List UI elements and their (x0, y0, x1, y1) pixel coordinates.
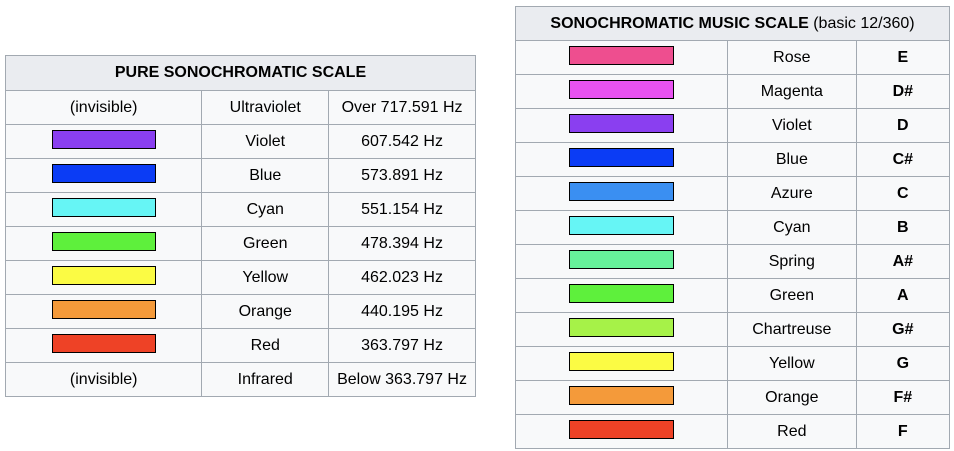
color-swatch (569, 352, 674, 371)
color-swatch (569, 148, 674, 167)
color-name-cell: Chartreuse (728, 313, 857, 347)
note-cell: D (856, 109, 949, 143)
color-swatch-cell (516, 415, 728, 449)
color-name-cell: Rose (728, 41, 857, 75)
color-swatch (569, 80, 674, 99)
table-row (516, 211, 950, 245)
color-swatch (52, 130, 156, 149)
note-cell: G (856, 347, 949, 381)
sonochromatic-music-table (515, 6, 950, 449)
color-swatch (52, 300, 156, 319)
color-swatch-cell (6, 261, 202, 295)
table-row (6, 363, 476, 397)
color-swatch-cell (516, 75, 728, 109)
table-row (516, 279, 950, 313)
table-row (6, 329, 476, 363)
color-name-cell: Infrared (202, 363, 329, 397)
color-swatch (569, 250, 674, 269)
color-name-cell: Magenta (728, 75, 857, 109)
color-name-cell: Blue (728, 143, 857, 177)
color-name-cell: Cyan (202, 193, 329, 227)
note-cell: F# (856, 381, 949, 415)
frequency-cell: 363.797 Hz (329, 329, 476, 363)
pure-table-title: PURE SONOCHROMATIC SCALE (6, 56, 476, 91)
music-table-title-main: SONOCHROMATIC MUSIC SCALE (550, 14, 809, 32)
color-swatch-cell (516, 211, 728, 245)
color-swatch-cell (516, 245, 728, 279)
table-row (516, 381, 950, 415)
color-swatch (52, 334, 156, 353)
color-name-cell: Cyan (728, 211, 857, 245)
color-name-cell: Red (202, 329, 329, 363)
color-swatch-cell (6, 159, 202, 193)
note-cell: F (856, 415, 949, 449)
color-swatch (569, 284, 674, 303)
color-swatch (569, 182, 674, 201)
frequency-cell: 440.195 Hz (329, 295, 476, 329)
color-swatch-cell (6, 363, 202, 397)
color-swatch (569, 46, 674, 65)
color-name-cell: Orange (202, 295, 329, 329)
table-row (516, 177, 950, 211)
frequency-cell: 462.023 Hz (329, 261, 476, 295)
color-name-cell: Green (728, 279, 857, 313)
color-swatch-cell (516, 279, 728, 313)
invisible-label: (invisible) (69, 98, 138, 116)
table-row (6, 295, 476, 329)
note-cell: B (856, 211, 949, 245)
table-row (516, 75, 950, 109)
color-swatch-cell (516, 41, 728, 75)
music-table-title (516, 7, 950, 41)
music-table-subtitle: (basic 12/360) (813, 14, 915, 32)
table-row (6, 91, 476, 125)
color-swatch-cell (6, 227, 202, 261)
frequency-cell: 573.891 Hz (329, 159, 476, 193)
color-name-cell: Green (202, 227, 329, 261)
table-row (6, 193, 476, 227)
color-swatch-cell (516, 109, 728, 143)
table-row (516, 415, 950, 449)
frequency-cell: Below 363.797 Hz (329, 363, 476, 397)
color-swatch-cell (6, 329, 202, 363)
color-name-cell: Azure (728, 177, 857, 211)
note-cell: E (856, 41, 949, 75)
color-name-cell: Spring (728, 245, 857, 279)
color-swatch (569, 216, 674, 235)
color-swatch (569, 114, 674, 133)
note-cell: G# (856, 313, 949, 347)
color-name-cell: Yellow (202, 261, 329, 295)
color-swatch (52, 266, 156, 285)
color-swatch-cell (516, 347, 728, 381)
color-swatch-cell (6, 125, 202, 159)
color-swatch (569, 420, 674, 439)
table-row (6, 159, 476, 193)
table-row (516, 313, 950, 347)
note-cell: C (856, 177, 949, 211)
color-name-cell: Red (728, 415, 857, 449)
table-row (6, 227, 476, 261)
note-cell: D# (856, 75, 949, 109)
color-name-cell: Orange (728, 381, 857, 415)
frequency-cell: 607.542 Hz (329, 125, 476, 159)
table-row (516, 347, 950, 381)
color-swatch (52, 232, 156, 251)
color-name-cell: Violet (202, 125, 329, 159)
frequency-cell: Over 717.591 Hz (329, 91, 476, 125)
note-cell: A# (856, 245, 949, 279)
table-row (6, 261, 476, 295)
color-swatch (569, 318, 674, 337)
color-swatch (52, 198, 156, 217)
color-swatch-cell (516, 143, 728, 177)
pure-sonochromatic-table (5, 55, 476, 397)
color-name-cell: Blue (202, 159, 329, 193)
color-swatch-cell (516, 177, 728, 211)
color-swatch-cell (6, 193, 202, 227)
color-swatch (569, 386, 674, 405)
frequency-cell: 551.154 Hz (329, 193, 476, 227)
invisible-label: (invisible) (69, 370, 138, 388)
table-row (516, 41, 950, 75)
note-cell: C# (856, 143, 949, 177)
color-name-cell: Violet (728, 109, 857, 143)
color-swatch-cell (516, 313, 728, 347)
frequency-cell: 478.394 Hz (329, 227, 476, 261)
note-cell: A (856, 279, 949, 313)
table-row (516, 245, 950, 279)
color-swatch (52, 164, 156, 183)
table-row (516, 143, 950, 177)
table-row (516, 109, 950, 143)
table-row (6, 125, 476, 159)
color-swatch-cell (6, 91, 202, 125)
color-swatch-cell (6, 295, 202, 329)
color-swatch-cell (516, 381, 728, 415)
color-name-cell: Ultraviolet (202, 91, 329, 125)
color-name-cell: Yellow (728, 347, 857, 381)
